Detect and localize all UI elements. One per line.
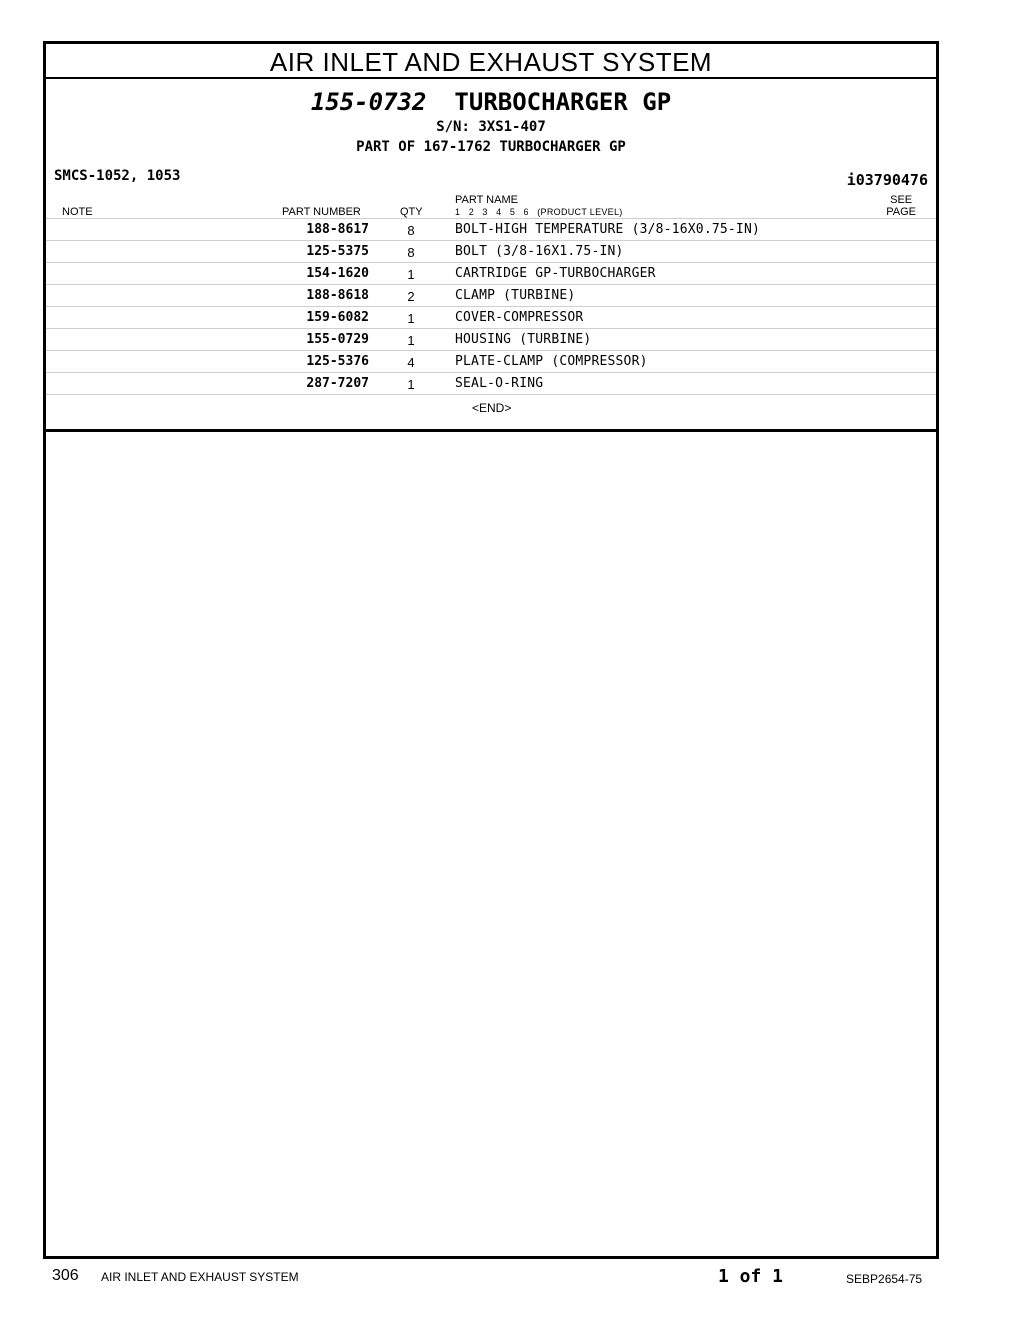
part-qty: 1 bbox=[407, 333, 415, 348]
table-row bbox=[46, 218, 936, 240]
group-part-number: 155-0732 bbox=[310, 88, 427, 116]
part-qty: 4 bbox=[407, 355, 415, 370]
serial-number: S/N: 3XS1-407 bbox=[436, 119, 546, 135]
footer-page-number: 306 bbox=[52, 1267, 79, 1284]
header-page: PAGE bbox=[886, 206, 916, 218]
header-note: NOTE bbox=[62, 206, 93, 218]
table-row bbox=[46, 284, 936, 306]
part-name: HOUSING (TURBINE) bbox=[455, 332, 592, 347]
end-marker: <END> bbox=[472, 401, 512, 415]
part-name: COVER-COMPRESSOR bbox=[455, 310, 584, 325]
part-name: BOLT-HIGH TEMPERATURE (3/8-16X0.75-IN) bbox=[455, 222, 761, 237]
parts-table bbox=[46, 218, 936, 421]
header-part-name: PART NAME bbox=[455, 194, 518, 206]
footer-document-id: SEBP2654-75 bbox=[846, 1272, 923, 1286]
parts-sheet-frame bbox=[43, 41, 939, 1259]
header-see: SEE bbox=[890, 194, 913, 206]
part-qty: 1 bbox=[407, 267, 415, 282]
part-qty: 1 bbox=[407, 311, 415, 326]
part-number: 125-5375 bbox=[306, 244, 369, 259]
part-number: 125-5376 bbox=[306, 354, 369, 369]
part-qty: 8 bbox=[407, 223, 415, 238]
part-name: CARTRIDGE GP-TURBOCHARGER bbox=[455, 266, 656, 281]
header-part-number: PART NUMBER bbox=[282, 206, 361, 218]
table-row bbox=[46, 262, 936, 284]
header-qty: QTY bbox=[400, 206, 423, 218]
part-name: CLAMP (TURBINE) bbox=[455, 288, 576, 303]
end-row bbox=[46, 394, 936, 421]
part-number: 287-7207 bbox=[306, 376, 369, 391]
part-qty: 8 bbox=[407, 245, 415, 260]
part-name: PLATE-CLAMP (COMPRESSOR) bbox=[455, 354, 648, 369]
part-number: 188-8618 bbox=[306, 288, 369, 303]
part-name: SEAL-O-RING bbox=[455, 376, 544, 391]
table-row bbox=[46, 328, 936, 350]
part-of: PART OF 167-1762 TURBOCHARGER GP bbox=[356, 139, 626, 155]
footer-section-title: AIR INLET AND EXHAUST SYSTEM bbox=[101, 1270, 299, 1284]
smcs-codes: SMCS-1052, 1053 bbox=[54, 168, 181, 184]
part-name: BOLT (3/8-16X1.75-IN) bbox=[455, 244, 624, 259]
part-qty: 2 bbox=[407, 289, 415, 304]
part-number: 154-1620 bbox=[306, 266, 369, 281]
table-row bbox=[46, 240, 936, 262]
illustration-id: i03790476 bbox=[846, 171, 928, 189]
header-product-levels: 1 2 3 4 5 6 (PRODUCT LEVEL) bbox=[455, 207, 623, 217]
group-title bbox=[46, 88, 936, 116]
group-name: TURBOCHARGER GP bbox=[454, 88, 672, 116]
part-qty: 1 bbox=[407, 377, 415, 392]
part-number: 155-0729 bbox=[306, 332, 369, 347]
table-bottom-rule bbox=[46, 429, 936, 432]
table-row bbox=[46, 350, 936, 372]
part-number: 159-6082 bbox=[306, 310, 369, 325]
part-number: 188-8617 bbox=[306, 222, 369, 237]
footer-page-of: 1 of 1 bbox=[718, 1266, 784, 1287]
section-title: AIR INLET AND EXHAUST SYSTEM bbox=[46, 44, 936, 79]
header-see-page bbox=[886, 194, 916, 218]
table-row bbox=[46, 372, 936, 394]
table-row bbox=[46, 306, 936, 328]
